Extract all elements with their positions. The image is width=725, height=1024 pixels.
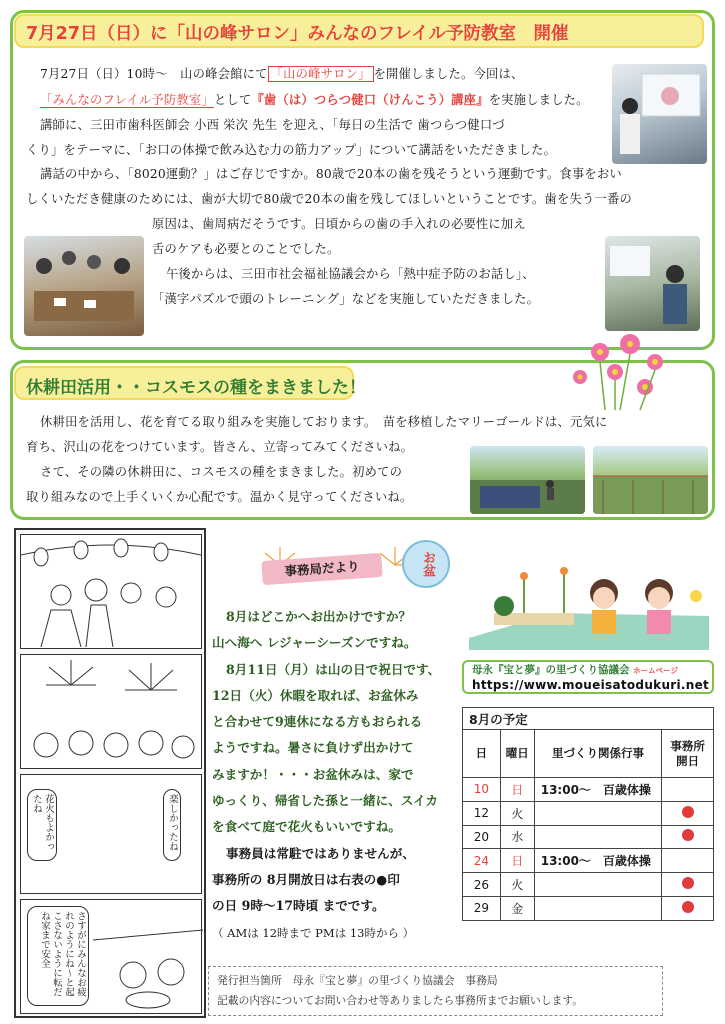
row-weekday: 火 [500, 873, 534, 897]
row-day: 12 [463, 801, 501, 825]
row-event [534, 896, 661, 920]
manga-strip [14, 528, 206, 1018]
speaker-photo [605, 236, 700, 331]
row-day: 29 [463, 896, 501, 920]
row-day: 20 [463, 825, 501, 849]
row-office-open [662, 801, 714, 825]
col-event: 里づくり関係行事 [534, 730, 661, 778]
salon-line-7: 原因は、歯周病だそうです。日頃からの歯の手入れの必要性に加え [152, 217, 526, 231]
col-day: 日 [463, 730, 501, 778]
salon-para [26, 62, 616, 163]
row-weekday: 金 [500, 896, 534, 920]
table-row [463, 778, 714, 802]
footer-note [208, 966, 663, 1016]
manga-panel-fireworks [20, 654, 202, 769]
participants-photo [24, 236, 144, 336]
cosmos-line-2: 育ち、沢山の花をつけています。皆さん、立寄ってみてくださいね。 [26, 440, 414, 454]
salon-para-2 [26, 162, 710, 212]
news-line: 8月はどこかへお出かけですか？ [226, 609, 412, 624]
salon-line-6: しくいただき健康のためには、歯が大切で80歳で20本の歯を残してほしいということです。歯を失う一番の [26, 192, 632, 206]
news-body [212, 604, 460, 946]
table-row [463, 801, 714, 825]
lecture-photo [612, 64, 707, 164]
row-event [534, 801, 661, 825]
salon-title: 7月27日（日）に「山の峰サロン」みんなのフレイル予防教室 開催 [14, 14, 704, 48]
salon-line-8: 舌のケアも必要とのことでした。 [152, 242, 340, 256]
news-line: 山へ海へ レジャーシーズンですね。 [212, 635, 417, 651]
row-weekday: 水 [500, 825, 534, 849]
row-event: 13:00～ 百歳体操 [534, 849, 661, 873]
news-line: 事務員は常駐ではありませんが、 [226, 845, 415, 861]
obon-children-illustration [464, 558, 714, 654]
table-row [463, 896, 714, 920]
news-line: 8月11日（月）は山の日で祝日です、 [226, 661, 441, 677]
news-line: を食べて庭で花火もいいですね。 [212, 819, 401, 835]
field-photo-1 [470, 446, 585, 514]
cosmos-line-1: 休耕田を活用し、花を育てる取り組みを実施しております。 苗を移植したマリーゴールドは、元気に [40, 415, 608, 429]
footer-line-1: 発行担当箇所 母永『宝と夢』の里づくり協議会 事務局 [217, 974, 498, 987]
cosmos-line-4: 取り組みなので上手くいくか心配です。温かく見守ってくださいね。 [26, 490, 413, 504]
salon-line-2: 「みんなのフレイル予防教室」として『歯（は）つらつ健口（けんこう）講座』を実施しました。 [40, 92, 589, 107]
news-line: ようですね。暑さに負けず出かけて [212, 740, 414, 756]
salon-line-1: 7月27日（日）10時～ 山の峰会館にて 「山の峰サロン」 を開催しました。今回は、 [40, 67, 524, 81]
news-line: の日 9時～17時頃 までです。 [212, 898, 385, 914]
speech-bubble: さすがにみんなお疲れのようにね～と起こさないように転だね家まで安全 [27, 906, 89, 1006]
cosmos-line-3: さて、その隣の休耕田に、コスモスの種をまきました。初めての [40, 465, 403, 479]
news-badge: 事務局だより [261, 553, 382, 585]
row-weekday: 火 [500, 801, 534, 825]
news-line: ゆっくり、帰省した孫と一緒に、スイカ [212, 793, 438, 809]
salon-line-5: 講話の中から、「8020運動？」はご存じですか。80歳で20本の歯を残そうという運動です。食事をおい [40, 167, 622, 181]
row-office-open [662, 825, 714, 849]
row-office-open [662, 873, 714, 897]
col-weekday: 曜日 [500, 730, 534, 778]
row-office-open [662, 778, 714, 802]
table-row [463, 825, 714, 849]
schedule-table [462, 729, 714, 921]
salon-line-9: 午後からは、三田市社会福祉協議会から「熱中症予防のお話し」、 [166, 267, 535, 281]
manga-panel-festival [20, 534, 202, 649]
news-line: と合わせて9連休になる方もおられる [212, 714, 423, 730]
row-day: 10 [463, 778, 501, 802]
row-day: 24 [463, 849, 501, 873]
col-office-open: 事務所 開日 [662, 730, 714, 778]
news-line: 事務所の 8月開放日は右表の●印 [212, 871, 400, 887]
news-line: （ AMは 12時まで PMは 13時から ） [212, 925, 415, 940]
manga-panel-driving [20, 899, 202, 1014]
salon-line-4: くり」をテーマに、「お口の体操で飲み込む力の筋力アップ」について講話をいただきました。 [26, 143, 557, 157]
row-event [534, 873, 661, 897]
org-name: 母永『宝と夢』の里づくり協議会 ホームページ [472, 664, 679, 676]
news-line: 12日（火）休暇を取れば、お盆休み [212, 687, 419, 703]
cosmos-para-2 [26, 460, 466, 510]
table-row [463, 849, 714, 873]
news-line: みますか！・・・お盆休みは、家で [212, 766, 414, 782]
row-weekday: 日 [500, 849, 534, 873]
speech-bubble: 花火もよかったね [27, 789, 57, 861]
row-event: 13:00～ 百歳体操 [534, 778, 661, 802]
cosmos-flower-icon [560, 332, 680, 412]
row-weekday: 日 [500, 778, 534, 802]
manga-panel-car [20, 774, 202, 894]
salon-para-3 [152, 212, 602, 312]
schedule-title: 8月の予定 [462, 707, 714, 729]
speech-bubble: 楽しかったね [163, 789, 181, 861]
row-office-open [662, 896, 714, 920]
table-header-row [463, 730, 714, 778]
row-day: 26 [463, 873, 501, 897]
open-dot-icon [682, 877, 694, 889]
open-dot-icon [682, 901, 694, 913]
obon-badge: お盆 [402, 540, 450, 588]
cosmos-title: 休耕田活用・・コスモスの種をまきました！ [14, 366, 354, 400]
salon-line-3: 講師に、三田市歯科医師会 小西 栄次 先生 を迎え、「毎日の生活で 歯つらつ健口づ [40, 118, 505, 132]
open-dot-icon [682, 829, 694, 841]
row-office-open [662, 849, 714, 873]
open-dot-icon [682, 806, 694, 818]
homepage-url-link[interactable]: https://www.moueisatodukuri.net [472, 678, 710, 692]
row-event [534, 825, 661, 849]
footer-line-2: 記載の内容についてお問い合わせ等ありましたら事務所までお願いします。 [217, 994, 584, 1007]
table-row [463, 873, 714, 897]
field-photo-2 [593, 446, 708, 514]
salon-line-10: 「漢字パズルで頭のトレーニング」などを実施していただきました。 [152, 292, 540, 306]
homepage-card[interactable] [462, 660, 714, 694]
